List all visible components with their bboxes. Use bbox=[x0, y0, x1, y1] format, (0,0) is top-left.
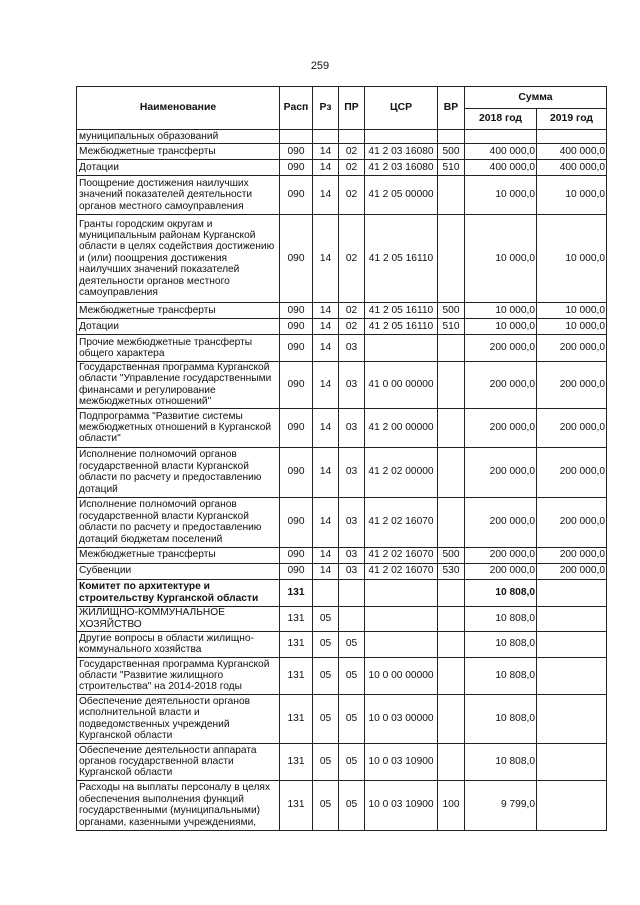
cell-csr: 41 2 02 16070 bbox=[365, 547, 438, 563]
cell-rz: 14 bbox=[313, 335, 339, 362]
cell-y2019: 400 000,0 bbox=[537, 144, 607, 160]
cell-pr: 02 bbox=[339, 319, 365, 335]
cell-vr bbox=[438, 606, 465, 631]
cell-pr bbox=[339, 579, 365, 606]
cell-rz: 14 bbox=[313, 362, 339, 409]
cell-csr: 10 0 03 10900 bbox=[365, 780, 438, 830]
cell-name: Субвенции bbox=[77, 563, 280, 579]
cell-rasp: 131 bbox=[280, 780, 313, 830]
cell-name: муниципальных образований bbox=[77, 130, 280, 144]
cell-pr: 02 bbox=[339, 144, 365, 160]
table-row bbox=[77, 606, 607, 631]
cell-csr bbox=[365, 606, 438, 631]
cell-pr: 02 bbox=[339, 303, 365, 319]
cell-vr: 510 bbox=[438, 319, 465, 335]
cell-csr: 41 2 02 16070 bbox=[365, 563, 438, 579]
cell-pr: 05 bbox=[339, 780, 365, 830]
table-row bbox=[77, 694, 607, 743]
cell-y2018: 200 000,0 bbox=[465, 408, 537, 447]
cell-y2019: 10 000,0 bbox=[537, 176, 607, 215]
cell-name: Прочие межбюджетные трансферты общего характера bbox=[77, 335, 280, 362]
cell-y2019 bbox=[537, 130, 607, 144]
cell-rz: 14 bbox=[313, 447, 339, 497]
cell-y2018: 10 000,0 bbox=[465, 215, 537, 303]
table-row bbox=[77, 780, 607, 830]
cell-y2018: 200 000,0 bbox=[465, 497, 537, 547]
cell-y2018: 200 000,0 bbox=[465, 335, 537, 362]
table-row bbox=[77, 303, 607, 319]
cell-y2018: 10 000,0 bbox=[465, 303, 537, 319]
cell-y2018: 400 000,0 bbox=[465, 144, 537, 160]
cell-y2019: 200 000,0 bbox=[537, 547, 607, 563]
page-number: 259 bbox=[310, 60, 330, 72]
cell-vr bbox=[438, 743, 465, 780]
cell-rasp: 090 bbox=[280, 362, 313, 409]
cell-csr bbox=[365, 335, 438, 362]
table-row bbox=[77, 215, 607, 303]
cell-name: Межбюджетные трансферты bbox=[77, 547, 280, 563]
cell-pr bbox=[339, 130, 365, 144]
cell-rasp: 131 bbox=[280, 631, 313, 657]
cell-name: Межбюджетные трансферты bbox=[77, 144, 280, 160]
cell-y2018: 9 799,0 bbox=[465, 780, 537, 830]
cell-rasp: 131 bbox=[280, 579, 313, 606]
cell-y2019: 200 000,0 bbox=[537, 408, 607, 447]
cell-y2019 bbox=[537, 606, 607, 631]
cell-csr: 41 2 03 16080 bbox=[365, 160, 438, 176]
cell-rz: 14 bbox=[313, 547, 339, 563]
cell-pr: 05 bbox=[339, 694, 365, 743]
cell-rasp: 090 bbox=[280, 160, 313, 176]
cell-rasp: 090 bbox=[280, 176, 313, 215]
cell-vr: 530 bbox=[438, 563, 465, 579]
cell-vr: 500 bbox=[438, 547, 465, 563]
cell-rasp: 090 bbox=[280, 335, 313, 362]
cell-y2018: 10 000,0 bbox=[465, 176, 537, 215]
header-sum: Сумма bbox=[465, 87, 607, 109]
cell-pr: 03 bbox=[339, 563, 365, 579]
cell-rasp: 090 bbox=[280, 303, 313, 319]
cell-vr bbox=[438, 176, 465, 215]
cell-y2019: 10 000,0 bbox=[537, 215, 607, 303]
cell-y2019: 400 000,0 bbox=[537, 160, 607, 176]
cell-csr: 10 0 03 00000 bbox=[365, 694, 438, 743]
table-row bbox=[77, 130, 607, 144]
cell-y2018: 10 808,0 bbox=[465, 579, 537, 606]
table-row bbox=[77, 631, 607, 657]
cell-y2019: 200 000,0 bbox=[537, 497, 607, 547]
cell-rasp: 090 bbox=[280, 497, 313, 547]
cell-csr: 41 2 05 00000 bbox=[365, 176, 438, 215]
cell-csr: 41 0 00 00000 bbox=[365, 362, 438, 409]
cell-vr bbox=[438, 130, 465, 144]
cell-rz: 14 bbox=[313, 563, 339, 579]
cell-vr bbox=[438, 447, 465, 497]
table-row bbox=[77, 579, 607, 606]
cell-csr: 41 2 02 00000 bbox=[365, 447, 438, 497]
table-row bbox=[77, 447, 607, 497]
cell-pr: 03 bbox=[339, 362, 365, 409]
cell-rz bbox=[313, 579, 339, 606]
cell-csr bbox=[365, 579, 438, 606]
cell-rz: 05 bbox=[313, 694, 339, 743]
table-row bbox=[77, 319, 607, 335]
header-name: Наименование bbox=[77, 87, 280, 130]
table-row bbox=[77, 160, 607, 176]
cell-csr: 10 0 03 10900 bbox=[365, 743, 438, 780]
cell-rasp: 090 bbox=[280, 547, 313, 563]
cell-y2018: 10 808,0 bbox=[465, 657, 537, 694]
cell-pr: 03 bbox=[339, 497, 365, 547]
table-row bbox=[77, 547, 607, 563]
cell-name: Дотации bbox=[77, 319, 280, 335]
cell-vr bbox=[438, 579, 465, 606]
cell-y2018 bbox=[465, 130, 537, 144]
cell-pr bbox=[339, 606, 365, 631]
cell-vr: 100 bbox=[438, 780, 465, 830]
cell-rz: 14 bbox=[313, 215, 339, 303]
cell-rasp: 131 bbox=[280, 694, 313, 743]
cell-rz: 14 bbox=[313, 497, 339, 547]
header-csr: ЦСР bbox=[365, 87, 438, 130]
cell-name: Государственная программа Курганской области "Управление государственными финансами и регулирование межбюджетных отношений" bbox=[77, 362, 280, 409]
cell-y2018: 10 000,0 bbox=[465, 319, 537, 335]
cell-y2019: 10 000,0 bbox=[537, 319, 607, 335]
cell-vr bbox=[438, 657, 465, 694]
table-row bbox=[77, 335, 607, 362]
cell-vr bbox=[438, 694, 465, 743]
header-2018: 2018 год bbox=[465, 109, 537, 130]
table-row bbox=[77, 362, 607, 409]
cell-vr bbox=[438, 631, 465, 657]
cell-pr: 05 bbox=[339, 743, 365, 780]
cell-csr: 41 2 05 16110 bbox=[365, 303, 438, 319]
cell-rz: 14 bbox=[313, 176, 339, 215]
cell-csr: 41 2 00 00000 bbox=[365, 408, 438, 447]
cell-y2018: 10 808,0 bbox=[465, 743, 537, 780]
cell-csr: 41 2 05 16110 bbox=[365, 319, 438, 335]
cell-pr: 05 bbox=[339, 631, 365, 657]
cell-rasp: 131 bbox=[280, 743, 313, 780]
cell-pr: 02 bbox=[339, 176, 365, 215]
cell-vr: 500 bbox=[438, 144, 465, 160]
cell-rasp: 090 bbox=[280, 447, 313, 497]
cell-vr bbox=[438, 335, 465, 362]
cell-rasp: 090 bbox=[280, 319, 313, 335]
table-row bbox=[77, 743, 607, 780]
header-vr: ВР bbox=[438, 87, 465, 130]
header-rz: Рз bbox=[313, 87, 339, 130]
cell-name: Дотации bbox=[77, 160, 280, 176]
cell-vr bbox=[438, 215, 465, 303]
cell-rz: 05 bbox=[313, 631, 339, 657]
cell-rz bbox=[313, 130, 339, 144]
cell-y2018: 10 808,0 bbox=[465, 694, 537, 743]
header-2019: 2019 год bbox=[537, 109, 607, 130]
table-body bbox=[77, 130, 607, 831]
cell-pr: 03 bbox=[339, 447, 365, 497]
cell-vr bbox=[438, 408, 465, 447]
cell-csr: 41 2 05 16110 bbox=[365, 215, 438, 303]
table-row bbox=[77, 408, 607, 447]
cell-rz: 05 bbox=[313, 743, 339, 780]
cell-y2018: 200 000,0 bbox=[465, 563, 537, 579]
cell-rasp: 090 bbox=[280, 563, 313, 579]
table-row bbox=[77, 657, 607, 694]
cell-rasp: 090 bbox=[280, 144, 313, 160]
cell-y2018: 400 000,0 bbox=[465, 160, 537, 176]
cell-vr bbox=[438, 497, 465, 547]
cell-pr: 02 bbox=[339, 160, 365, 176]
table-row bbox=[77, 563, 607, 579]
cell-rz: 05 bbox=[313, 657, 339, 694]
table-row bbox=[77, 497, 607, 547]
cell-y2018: 10 808,0 bbox=[465, 606, 537, 631]
cell-rz: 14 bbox=[313, 408, 339, 447]
cell-rz: 14 bbox=[313, 319, 339, 335]
cell-y2019: 200 000,0 bbox=[537, 362, 607, 409]
cell-name: Государственная программа Курганской области "Развитие жилищного строительства" на 2014-2018 годы bbox=[77, 657, 280, 694]
cell-pr: 03 bbox=[339, 547, 365, 563]
cell-pr: 03 bbox=[339, 408, 365, 447]
cell-pr: 05 bbox=[339, 657, 365, 694]
cell-csr: 10 0 00 00000 bbox=[365, 657, 438, 694]
cell-pr: 02 bbox=[339, 215, 365, 303]
header-rasp: Расп bbox=[280, 87, 313, 130]
cell-y2019 bbox=[537, 631, 607, 657]
cell-name: Комитет по архитектуре и строительству Курганской области bbox=[77, 579, 280, 606]
cell-csr: 41 2 03 16080 bbox=[365, 144, 438, 160]
cell-y2019 bbox=[537, 657, 607, 694]
cell-y2019 bbox=[537, 780, 607, 830]
cell-name: Обеспечение деятельности органов исполнительной власти и подведомственных учреждений Курганской области bbox=[77, 694, 280, 743]
header-pr: ПР bbox=[339, 87, 365, 130]
cell-pr: 03 bbox=[339, 335, 365, 362]
table-header bbox=[77, 87, 607, 130]
cell-rz: 05 bbox=[313, 606, 339, 631]
cell-rasp: 131 bbox=[280, 657, 313, 694]
cell-name: Обеспечение деятельности аппарата органов государственной власти Курганской области bbox=[77, 743, 280, 780]
cell-y2018: 200 000,0 bbox=[465, 362, 537, 409]
cell-name: Подпрограмма "Развитие системы межбюджетных отношений в Курганской области" bbox=[77, 408, 280, 447]
cell-name: Расходы на выплаты персоналу в целях обеспечения выполнения функций государственными (муниципальными) органами, казенными учреждениями, bbox=[77, 780, 280, 830]
table-row bbox=[77, 144, 607, 160]
cell-y2019: 200 000,0 bbox=[537, 447, 607, 497]
table-row bbox=[77, 176, 607, 215]
cell-name: Исполнение полномочий органов государственной власти Курганской области по расчету и предоставлению дотаций бюджетам поселений bbox=[77, 497, 280, 547]
cell-y2019 bbox=[537, 743, 607, 780]
cell-name: Гранты городским округам и муниципальным районам Курганской области в целях содействия достижению и (или) поощрения достижения наилучших значений показателей деятельности органов местного самоуправления bbox=[77, 215, 280, 303]
cell-y2018: 200 000,0 bbox=[465, 547, 537, 563]
cell-vr bbox=[438, 362, 465, 409]
cell-name: Исполнение полномочий органов государственной власти Курганской области по расчету и предоставлению дотаций bbox=[77, 447, 280, 497]
cell-rz: 05 bbox=[313, 780, 339, 830]
cell-csr bbox=[365, 631, 438, 657]
budget-table bbox=[76, 86, 607, 831]
cell-rasp: 131 bbox=[280, 606, 313, 631]
cell-rz: 14 bbox=[313, 144, 339, 160]
cell-y2018: 10 808,0 bbox=[465, 631, 537, 657]
cell-name: ЖИЛИЩНО-КОММУНАЛЬНОЕ ХОЗЯЙСТВО bbox=[77, 606, 280, 631]
cell-vr: 500 bbox=[438, 303, 465, 319]
cell-y2019: 200 000,0 bbox=[537, 335, 607, 362]
cell-csr bbox=[365, 130, 438, 144]
cell-rasp: 090 bbox=[280, 215, 313, 303]
cell-y2019 bbox=[537, 694, 607, 743]
cell-name: Другие вопросы в области жилищно-коммунального хозяйства bbox=[77, 631, 280, 657]
cell-rasp bbox=[280, 130, 313, 144]
cell-name: Межбюджетные трансферты bbox=[77, 303, 280, 319]
cell-name: Поощрение достижения наилучших значений показателей деятельности органов местного самоуправления bbox=[77, 176, 280, 215]
cell-y2019: 10 000,0 bbox=[537, 303, 607, 319]
cell-vr: 510 bbox=[438, 160, 465, 176]
cell-y2019 bbox=[537, 579, 607, 606]
cell-rasp: 090 bbox=[280, 408, 313, 447]
cell-rz: 14 bbox=[313, 303, 339, 319]
cell-csr: 41 2 02 16070 bbox=[365, 497, 438, 547]
cell-rz: 14 bbox=[313, 160, 339, 176]
cell-y2018: 200 000,0 bbox=[465, 447, 537, 497]
cell-y2019: 200 000,0 bbox=[537, 563, 607, 579]
